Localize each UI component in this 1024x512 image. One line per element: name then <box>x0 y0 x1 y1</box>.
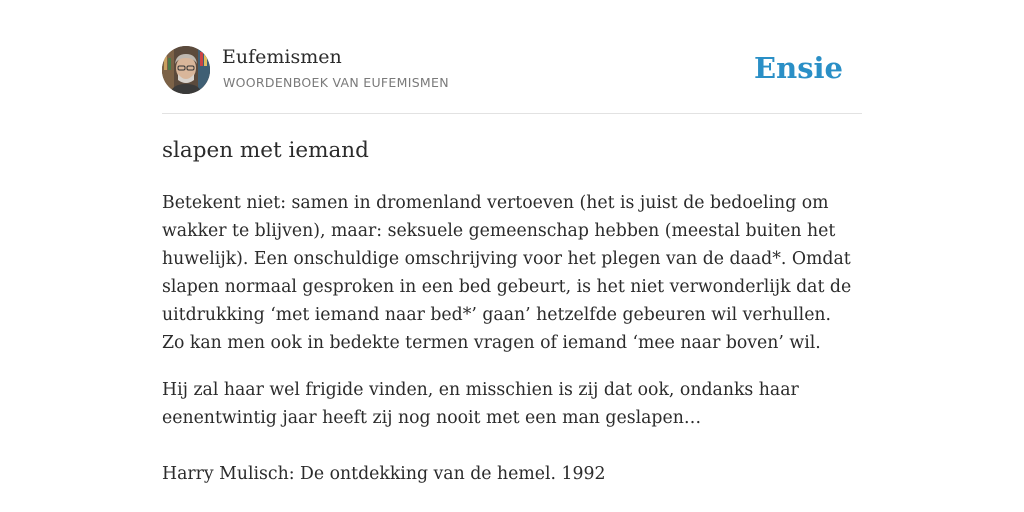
author-portrait-icon <box>162 46 210 94</box>
ensie-logo[interactable]: Ensie <box>754 51 843 85</box>
dictionary-name[interactable]: WOORDENBOEK VAN EUFEMISMEN <box>223 75 449 90</box>
entry-source: Harry Mulisch: De ontdekking van de hemel. 1992 <box>162 464 606 484</box>
entry-card <box>162 0 862 484</box>
header <box>162 0 862 114</box>
entry-body <box>162 189 852 451</box>
avatar[interactable] <box>162 46 210 94</box>
entry-definition: Betekent niet: samen in dromenland vertoeven (het is juist de bedoeling om wakker te blijven), maar: seksuele gemeenschap hebben (meestal buiten het huwelijk). Een onschuldige omschrijving voor het plegen van de daad*. Omdat slapen normaal gesproken in een bed gebeurt, is het niet verwonderlijk dat de uitdrukking ‘met iemand naar bed*’ gaan’ hetzelfde gebeuren wil verhullen. Zo kan men ook in bedekte termen vragen of iemand ‘mee naar boven’ wil. <box>162 193 852 353</box>
author-name[interactable]: Eufemismen <box>222 46 342 68</box>
entry-term: slapen met iemand <box>162 138 369 163</box>
entry-quote: Hij zal haar wel frigide vinden, en misschien is zij dat ook, ondanks haar eenentwintig jaar heeft zij nog nooit met een man geslapen… <box>162 380 799 428</box>
